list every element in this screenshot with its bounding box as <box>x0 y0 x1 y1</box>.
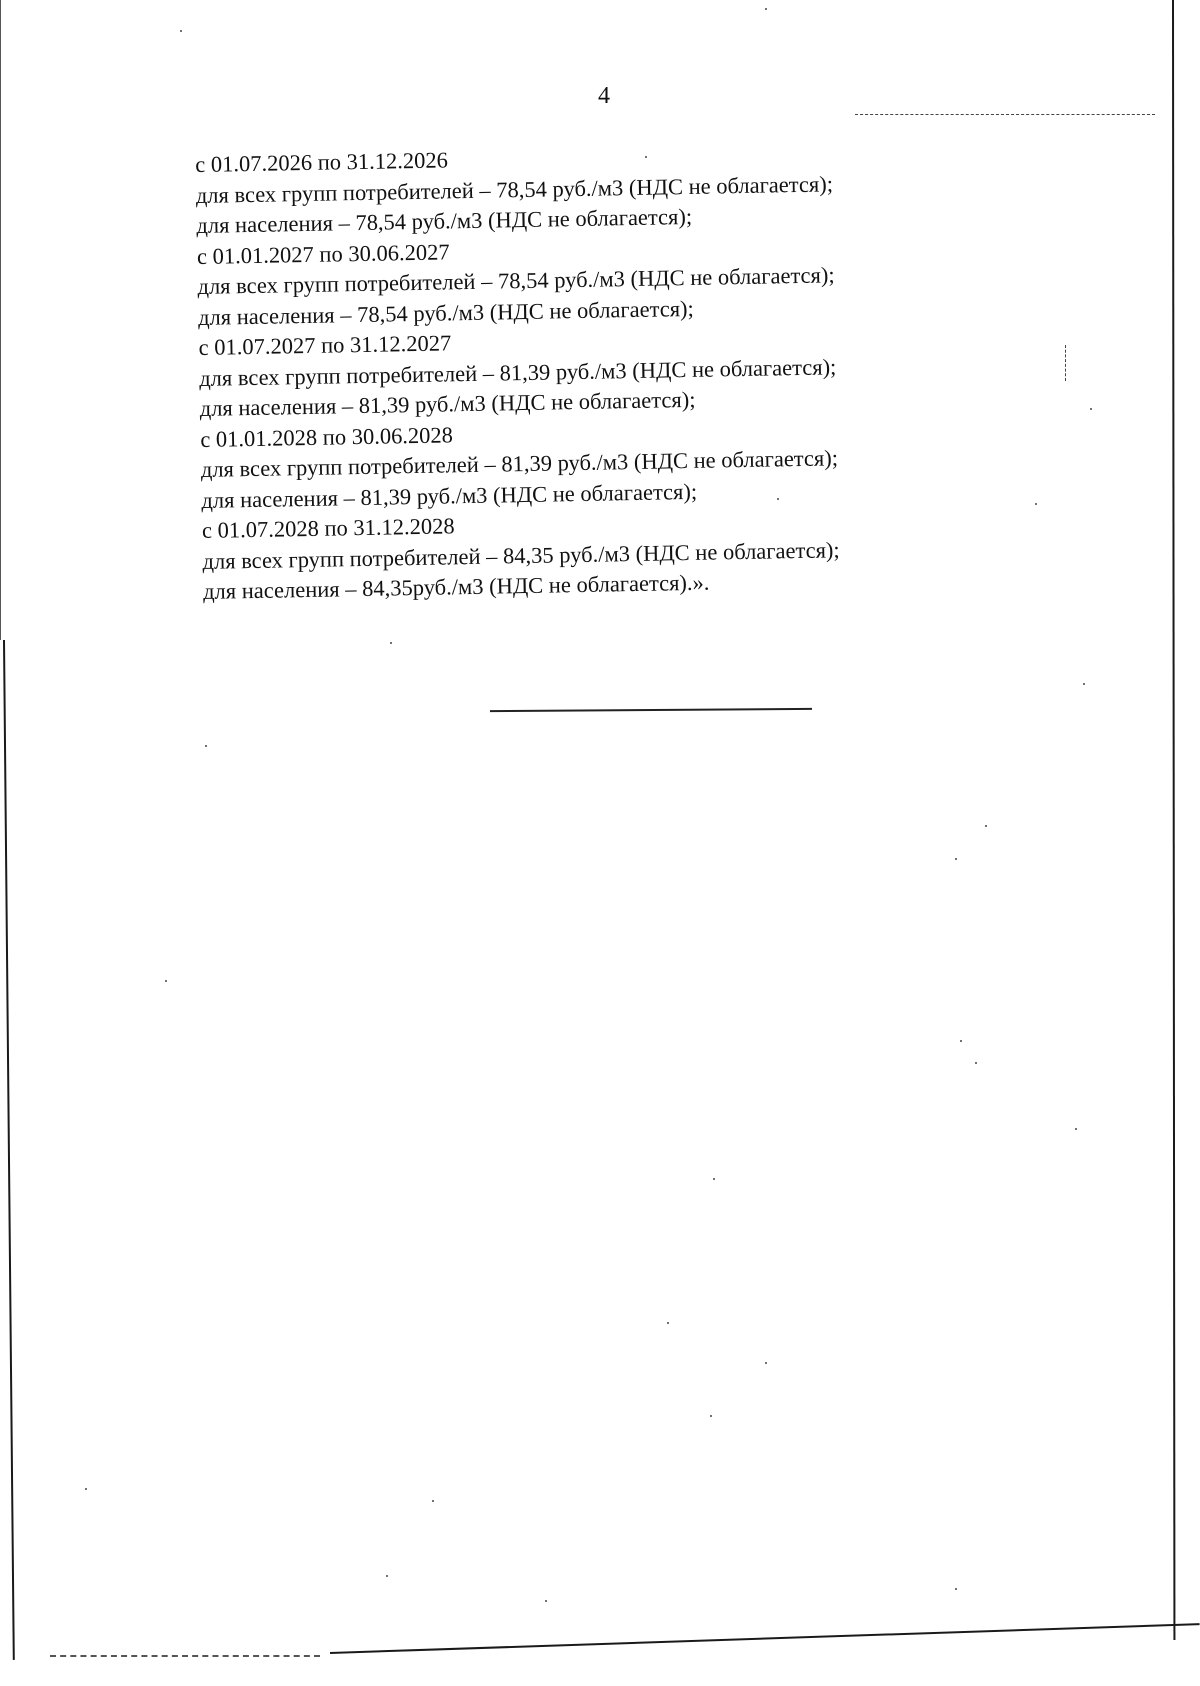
tariff-period-heading: с 01.07.2027 по 31.12.2027 <box>198 330 452 360</box>
scan-speck <box>1090 408 1092 410</box>
scan-speck <box>205 745 207 747</box>
scan-speck <box>386 1575 388 1577</box>
scan-edge-bottom <box>330 1623 1200 1654</box>
scan-artifact-mark <box>1065 345 1067 381</box>
page-number: 4 <box>598 83 610 109</box>
scan-edge-left-top <box>0 0 1 640</box>
scan-speck <box>765 1362 767 1364</box>
tariff-line-population: для населения – 84,35руб./м3 (НДС не облагается).». <box>202 569 710 604</box>
tariff-line-population: для населения – 81,39 руб./м3 (НДС не облагается); <box>199 386 696 421</box>
tariff-period-heading: с 01.07.2026 по 31.12.2026 <box>195 147 449 177</box>
scan-speck <box>1083 683 1085 685</box>
scan-speck <box>667 1322 669 1324</box>
tariff-line-all-consumers: для всех групп потребителей – 81,39 руб./м3 (НДС не облагается); <box>198 353 837 391</box>
scan-speck <box>545 1600 547 1602</box>
scan-speck <box>960 1040 962 1042</box>
scan-speck <box>985 825 987 827</box>
scan-speck <box>390 642 392 644</box>
scan-speck <box>1075 1128 1077 1130</box>
tariff-period-heading: с 01.01.2027 по 30.06.2027 <box>196 238 450 269</box>
scan-edge-left <box>3 640 15 1660</box>
tariff-line-population: для населения – 81,39 руб./м3 (НДС не облагается); <box>201 478 698 513</box>
tariff-line-all-consumers: для всех групп потребителей – 78,54 руб./м3 (НДС не облагается); <box>197 262 835 299</box>
tariff-line-all-consumers: для всех групп потребителей – 78,54 руб./м3 (НДС не облагается); <box>195 170 834 208</box>
scan-speck <box>713 1178 715 1180</box>
closing-rule <box>490 708 812 712</box>
scan-speck <box>180 30 182 32</box>
scan-artifact-dash <box>855 114 1155 115</box>
scan-speck <box>85 1488 87 1490</box>
scan-speck <box>432 1500 434 1502</box>
scan-speck <box>975 1062 977 1064</box>
scan-speck <box>1035 503 1037 505</box>
scan-speck <box>955 1588 957 1590</box>
tariff-period-heading: с 01.01.2028 по 30.06.2028 <box>200 421 454 452</box>
tariff-list <box>195 137 923 608</box>
scan-speck <box>645 156 647 158</box>
scan-speck <box>165 980 167 982</box>
scan-edge-right <box>1172 0 1175 1640</box>
tariff-line-population: для населения – 78,54 руб./м3 (НДС не облагается); <box>197 295 694 330</box>
tariff-line-population: для населения – 78,54 руб./м3 (НДС не облагается); <box>196 203 693 238</box>
scan-speck <box>765 8 767 10</box>
scan-speck <box>710 1415 712 1417</box>
scan-speck <box>955 858 957 860</box>
scan-edge-bottom-left <box>50 1655 320 1657</box>
tariff-period-heading: с 01.07.2028 по 31.12.2028 <box>201 513 455 543</box>
tariff-line-all-consumers: для всех групп потребителей – 84,35 руб./м3 (НДС не облагается); <box>202 536 840 574</box>
tariff-line-all-consumers: для всех групп потребителей – 81,39 руб./м3 (НДС не облагается); <box>200 445 839 482</box>
scan-speck <box>777 498 779 500</box>
